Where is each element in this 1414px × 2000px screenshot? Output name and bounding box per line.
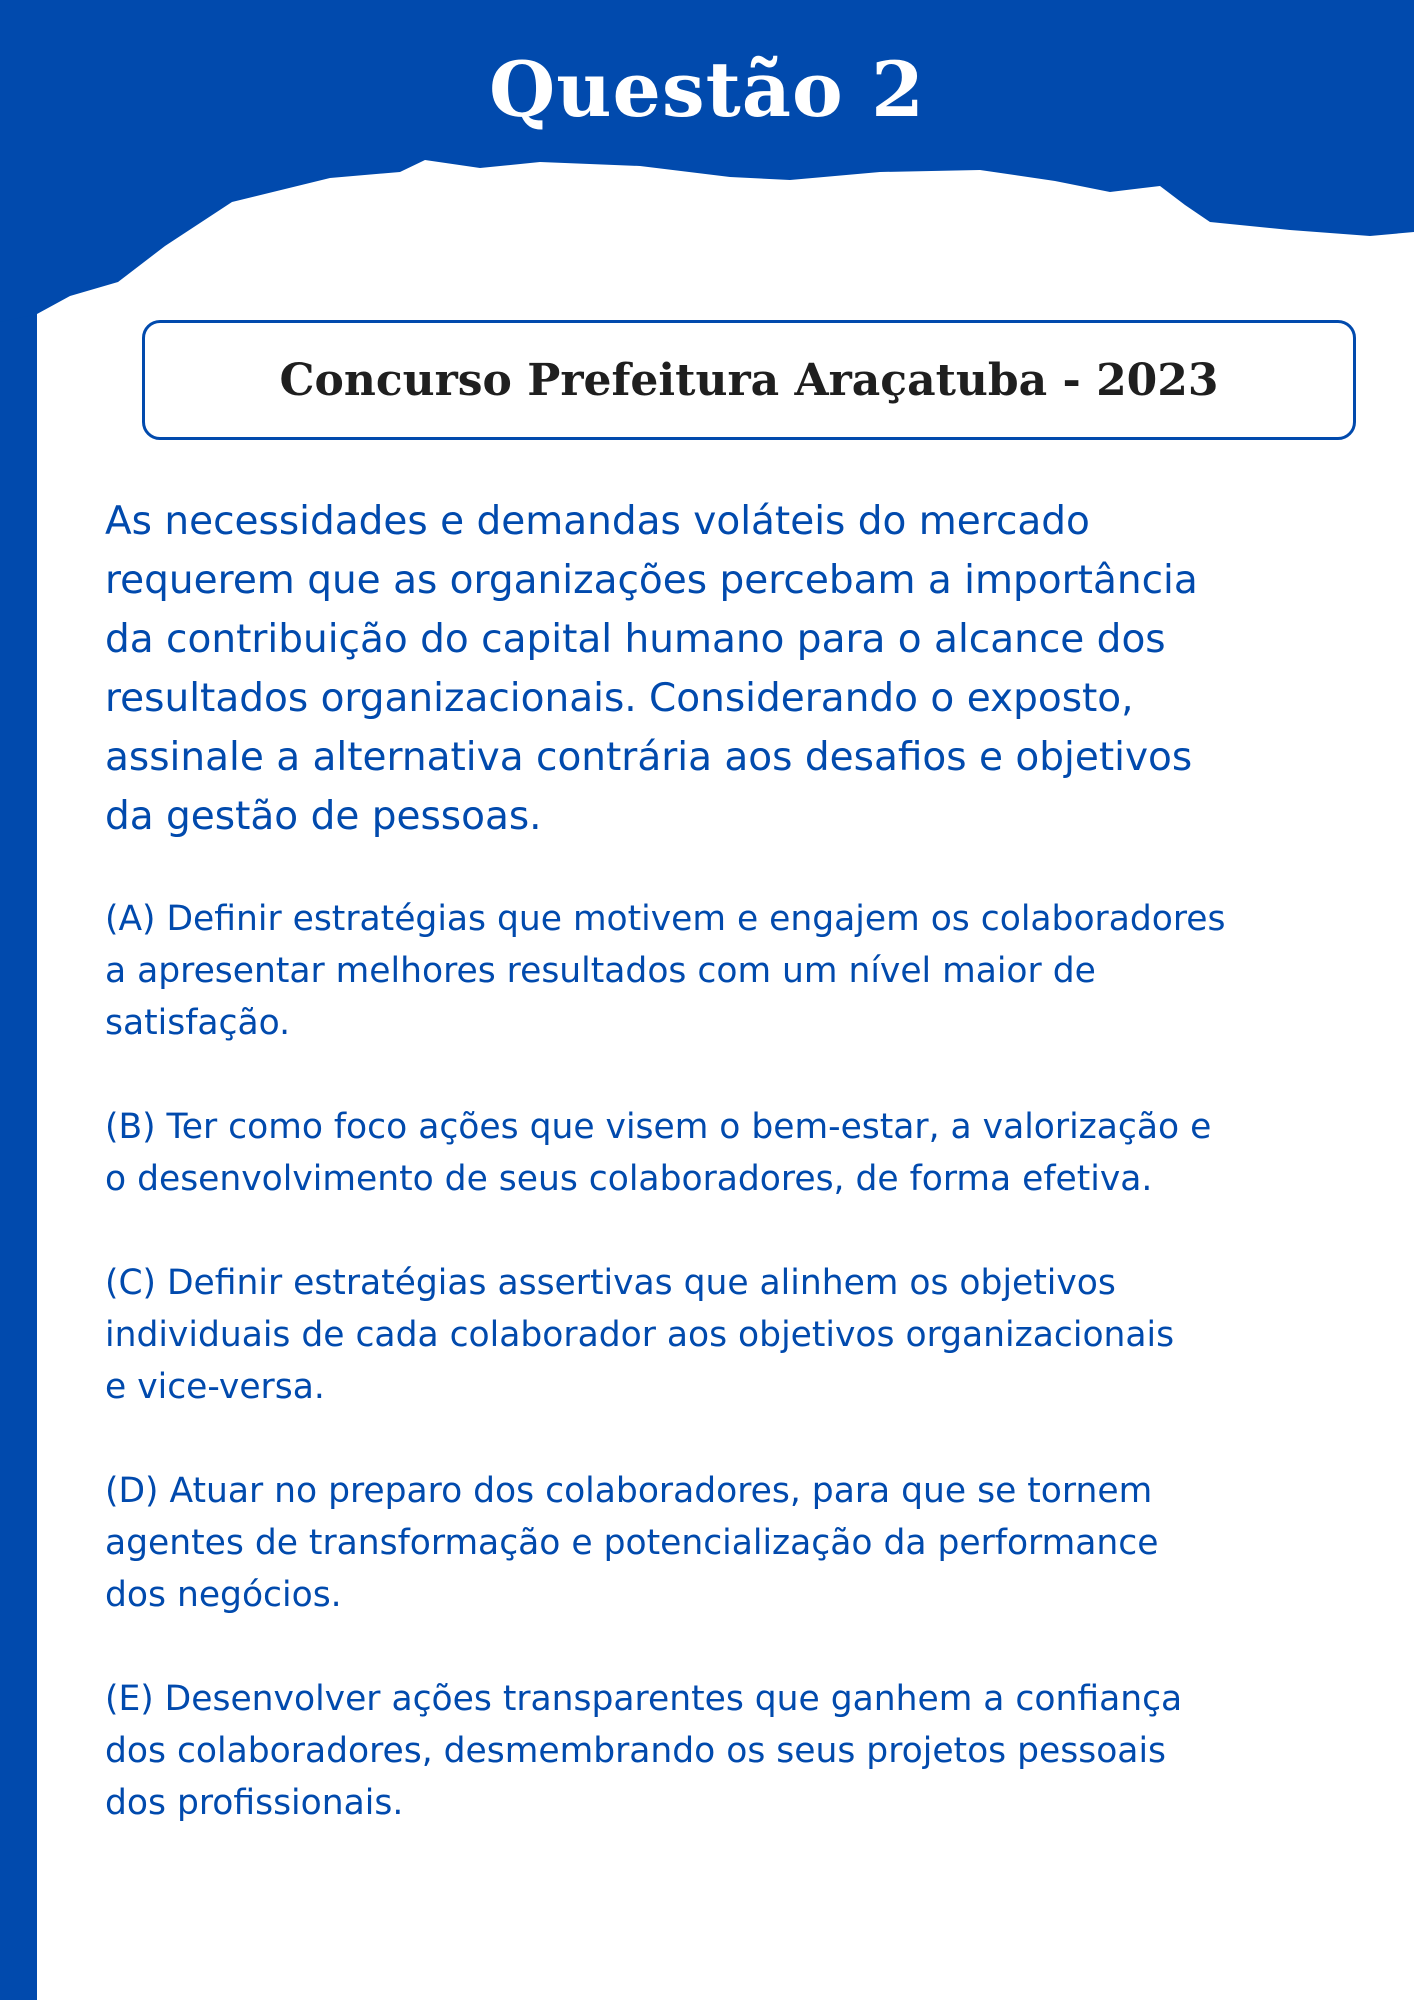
option-line: individuais de cada colaborador aos objetivos organizacionais <box>105 1315 1175 1355</box>
question-line: da gestão de pessoas. <box>105 794 542 839</box>
answer-options <box>105 893 1365 1881</box>
option-line: a apresentar melhores resultados com um nível maior de <box>105 951 1096 991</box>
option-line: (B) Ter como foco ações que visem o bem-estar, a valorização e <box>105 1107 1212 1147</box>
option-b <box>105 1101 1365 1205</box>
question-line: assinale a alternativa contrária aos desafios e objetivos <box>105 735 1193 780</box>
option-a <box>105 893 1365 1049</box>
option-line: dos profissionais. <box>105 1783 404 1823</box>
question-line: resultados organizacionais. Considerando o exposto, <box>105 676 1134 721</box>
exam-subtitle: Concurso Prefeitura Araçatuba - 2023 <box>279 354 1219 406</box>
option-line: agentes de transformação e potencialização da performance <box>105 1523 1159 1563</box>
option-e <box>105 1673 1365 1829</box>
question-line: As necessidades e demandas voláteis do mercado <box>105 499 1090 544</box>
option-line: (E) Desenvolver ações transparentes que ganhem a confiança <box>105 1679 1183 1719</box>
question-line: da contribuição do capital humano para o alcance dos <box>105 617 1166 662</box>
option-line: e vice-versa. <box>105 1367 325 1407</box>
option-line: dos colaboradores, desmembrando os seus projetos pessoais <box>105 1731 1167 1771</box>
option-line: (A) Definir estratégias que motivem e engajem os colaboradores <box>105 899 1226 939</box>
page-title: Questão 2 <box>489 45 925 134</box>
option-line: (C) Definir estratégias assertivas que alinhem os objetivos <box>105 1263 1116 1303</box>
question-line: requerem que as organizações percebam a importância <box>105 558 1198 603</box>
question-text <box>105 492 1345 846</box>
subtitle-box <box>142 320 1356 440</box>
option-line: (D) Atuar no preparo dos colaboradores, para que se tornem <box>105 1471 1153 1511</box>
option-line: dos negócios. <box>105 1575 342 1615</box>
option-d <box>105 1465 1365 1621</box>
option-line: satisfação. <box>105 1003 291 1043</box>
option-line: o desenvolvimento de seus colaboradores, de forma efetiva. <box>105 1159 1153 1199</box>
option-c <box>105 1257 1365 1413</box>
